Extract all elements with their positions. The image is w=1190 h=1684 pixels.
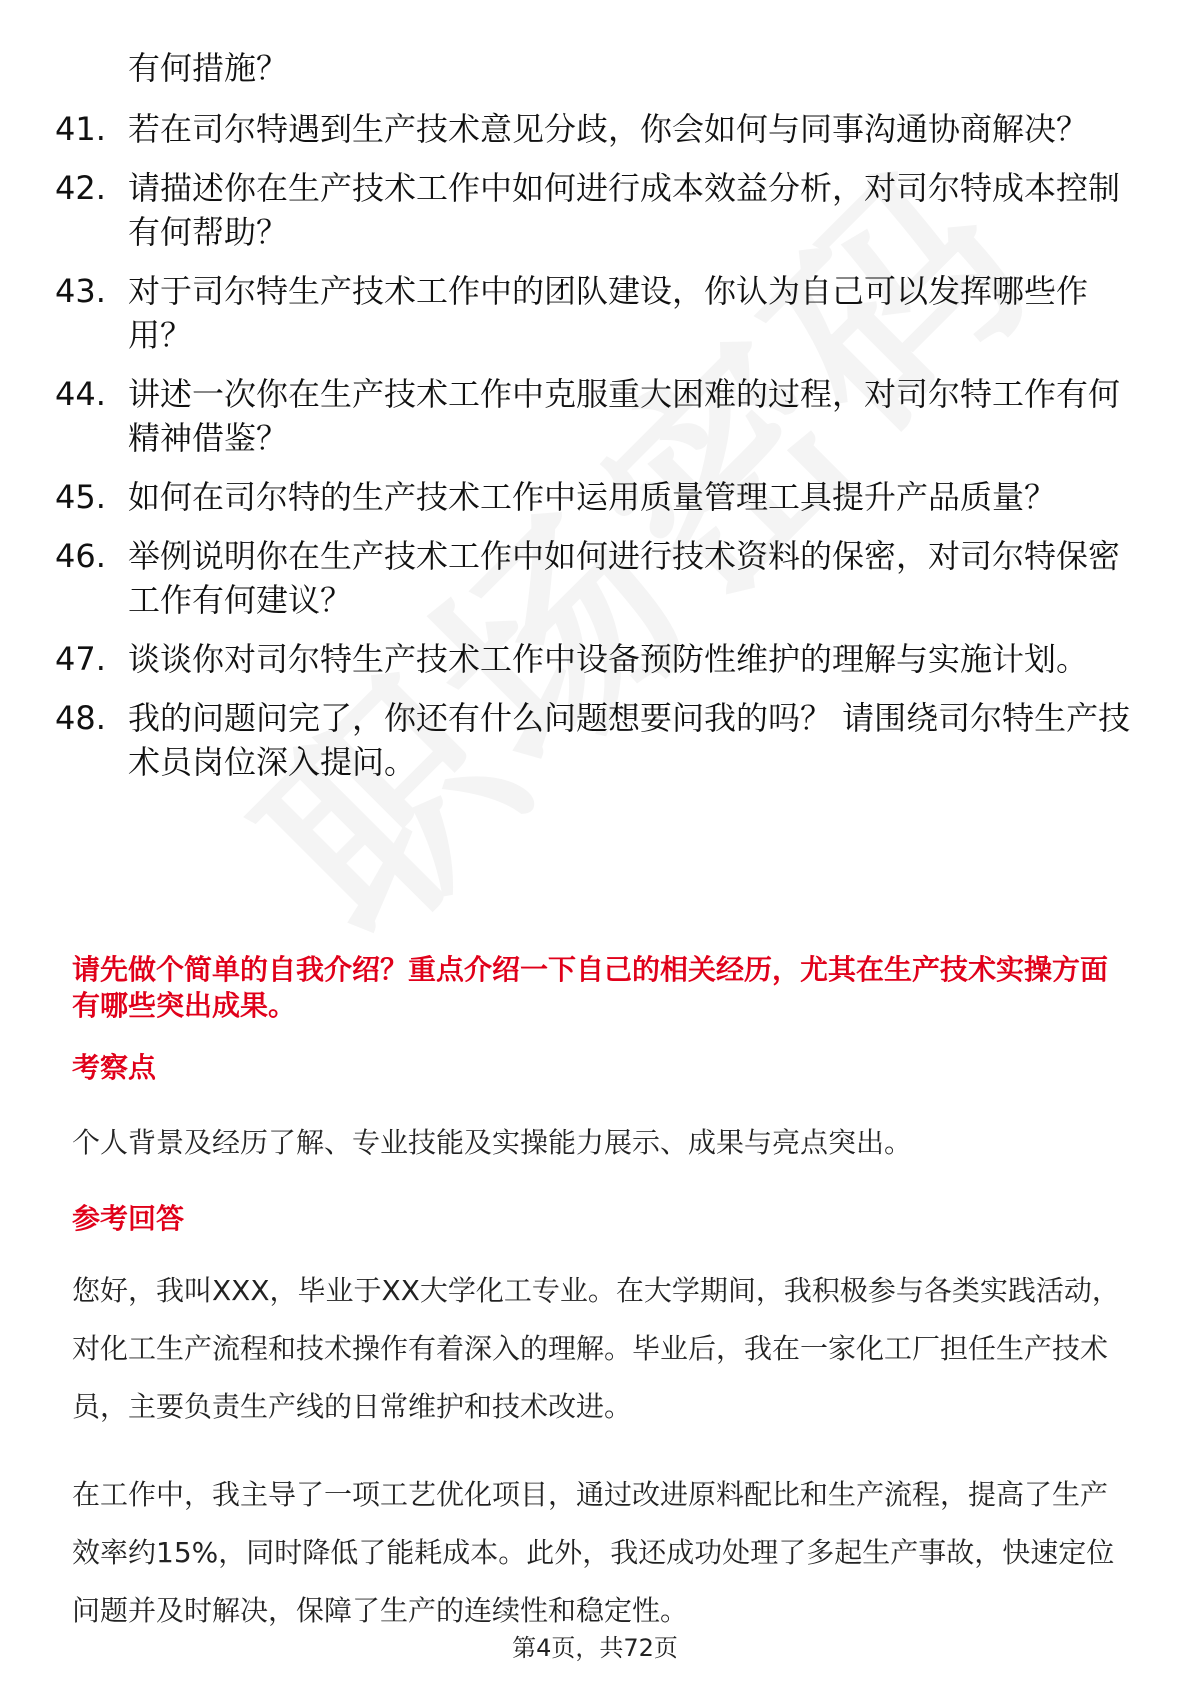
question-number: 48. bbox=[55, 699, 106, 737]
focus-text-block bbox=[72, 1114, 1122, 1172]
question-text: 谈谈你对司尔特生产技术工作中设备预防性维护的理解与实施计划。 bbox=[128, 640, 1089, 678]
question-item bbox=[55, 637, 1135, 681]
question-item bbox=[55, 107, 1135, 151]
question-text: 讲述一次你在生产技术工作中克服重大困难的过程，对司尔特工作有何精神借鉴？ bbox=[128, 375, 1121, 457]
question-item bbox=[55, 534, 1135, 622]
question-number: 46. bbox=[55, 537, 106, 575]
question-item bbox=[55, 46, 1135, 90]
question-text: 对于司尔特生产技术工作中的团队建设，你认为自己可以发挥哪些作用？ bbox=[128, 272, 1089, 354]
focus-label: 考察点 bbox=[72, 1051, 157, 1084]
question-text: 我的问题问完了，你还有什么问题想要问我的吗？ 请围绕司尔特生产技术员岗位深入提问。 bbox=[128, 699, 1131, 781]
question-number: 43. bbox=[55, 272, 106, 310]
focus-text: 个人背景及经历了解、专业技能及实操能力展示、成果与亮点突出。 bbox=[72, 1126, 913, 1159]
answer-paragraph: 您好，我叫XXX，毕业于XX大学化工专业。在大学期间，我积极参与各类实践活动，对化工生产流程和技术操作有着深入的理解。毕业后，我在一家化工厂担任生产技术员，主要负责生产线的日常维护和技术改进。 bbox=[72, 1274, 1120, 1423]
question-text: 举例说明你在生产技术工作中如何进行技术资料的保密，对司尔特保密工作有何建议？ bbox=[128, 537, 1121, 619]
answer-label-block bbox=[72, 1201, 1122, 1237]
page-footer: 第4页，共72页 bbox=[512, 1634, 678, 1662]
question-number: 45. bbox=[55, 478, 106, 516]
answer-paragraph-1-block bbox=[72, 1262, 1122, 1436]
question-text: 如何在司尔特的生产技术工作中运用质量管理工具提升产品质量？ bbox=[128, 478, 1057, 516]
question-number: 42. bbox=[55, 169, 106, 207]
question-item bbox=[55, 696, 1135, 784]
question-heading: 请先做个简单的自我介绍？重点介绍一下自己的相关经历，尤其在生产技术实操方面有哪些突出成果。 bbox=[72, 953, 1109, 1022]
question-item bbox=[55, 372, 1135, 460]
question-text: 请描述你在生产技术工作中如何进行成本效益分析，对司尔特成本控制有何帮助？ bbox=[128, 169, 1121, 251]
question-number: 41. bbox=[55, 110, 106, 148]
question-number: 44. bbox=[55, 375, 106, 413]
question-item bbox=[55, 269, 1135, 357]
question-item bbox=[55, 475, 1135, 519]
question-item bbox=[55, 166, 1135, 254]
focus-label-block bbox=[72, 1050, 1122, 1086]
answer-label: 参考回答 bbox=[72, 1202, 185, 1235]
answer-paragraph: 在工作中，我主导了一项工艺优化项目，通过改进原料配比和生产流程，提高了生产效率约15%，同时降低了能耗成本。此外，我还成功处理了多起生产事故，快速定位问题并及时解决，保障了生产的连续性和稳定性。 bbox=[72, 1478, 1115, 1627]
question-text: 有何措施？ bbox=[128, 49, 289, 87]
answer-paragraph-2-block bbox=[72, 1466, 1122, 1640]
question-list bbox=[55, 46, 1135, 799]
question-heading-block bbox=[72, 952, 1122, 1024]
question-text: 若在司尔特遇到生产技术意见分歧，你会如何与同事沟通协商解决？ bbox=[128, 110, 1089, 148]
question-number: 47. bbox=[55, 640, 106, 678]
